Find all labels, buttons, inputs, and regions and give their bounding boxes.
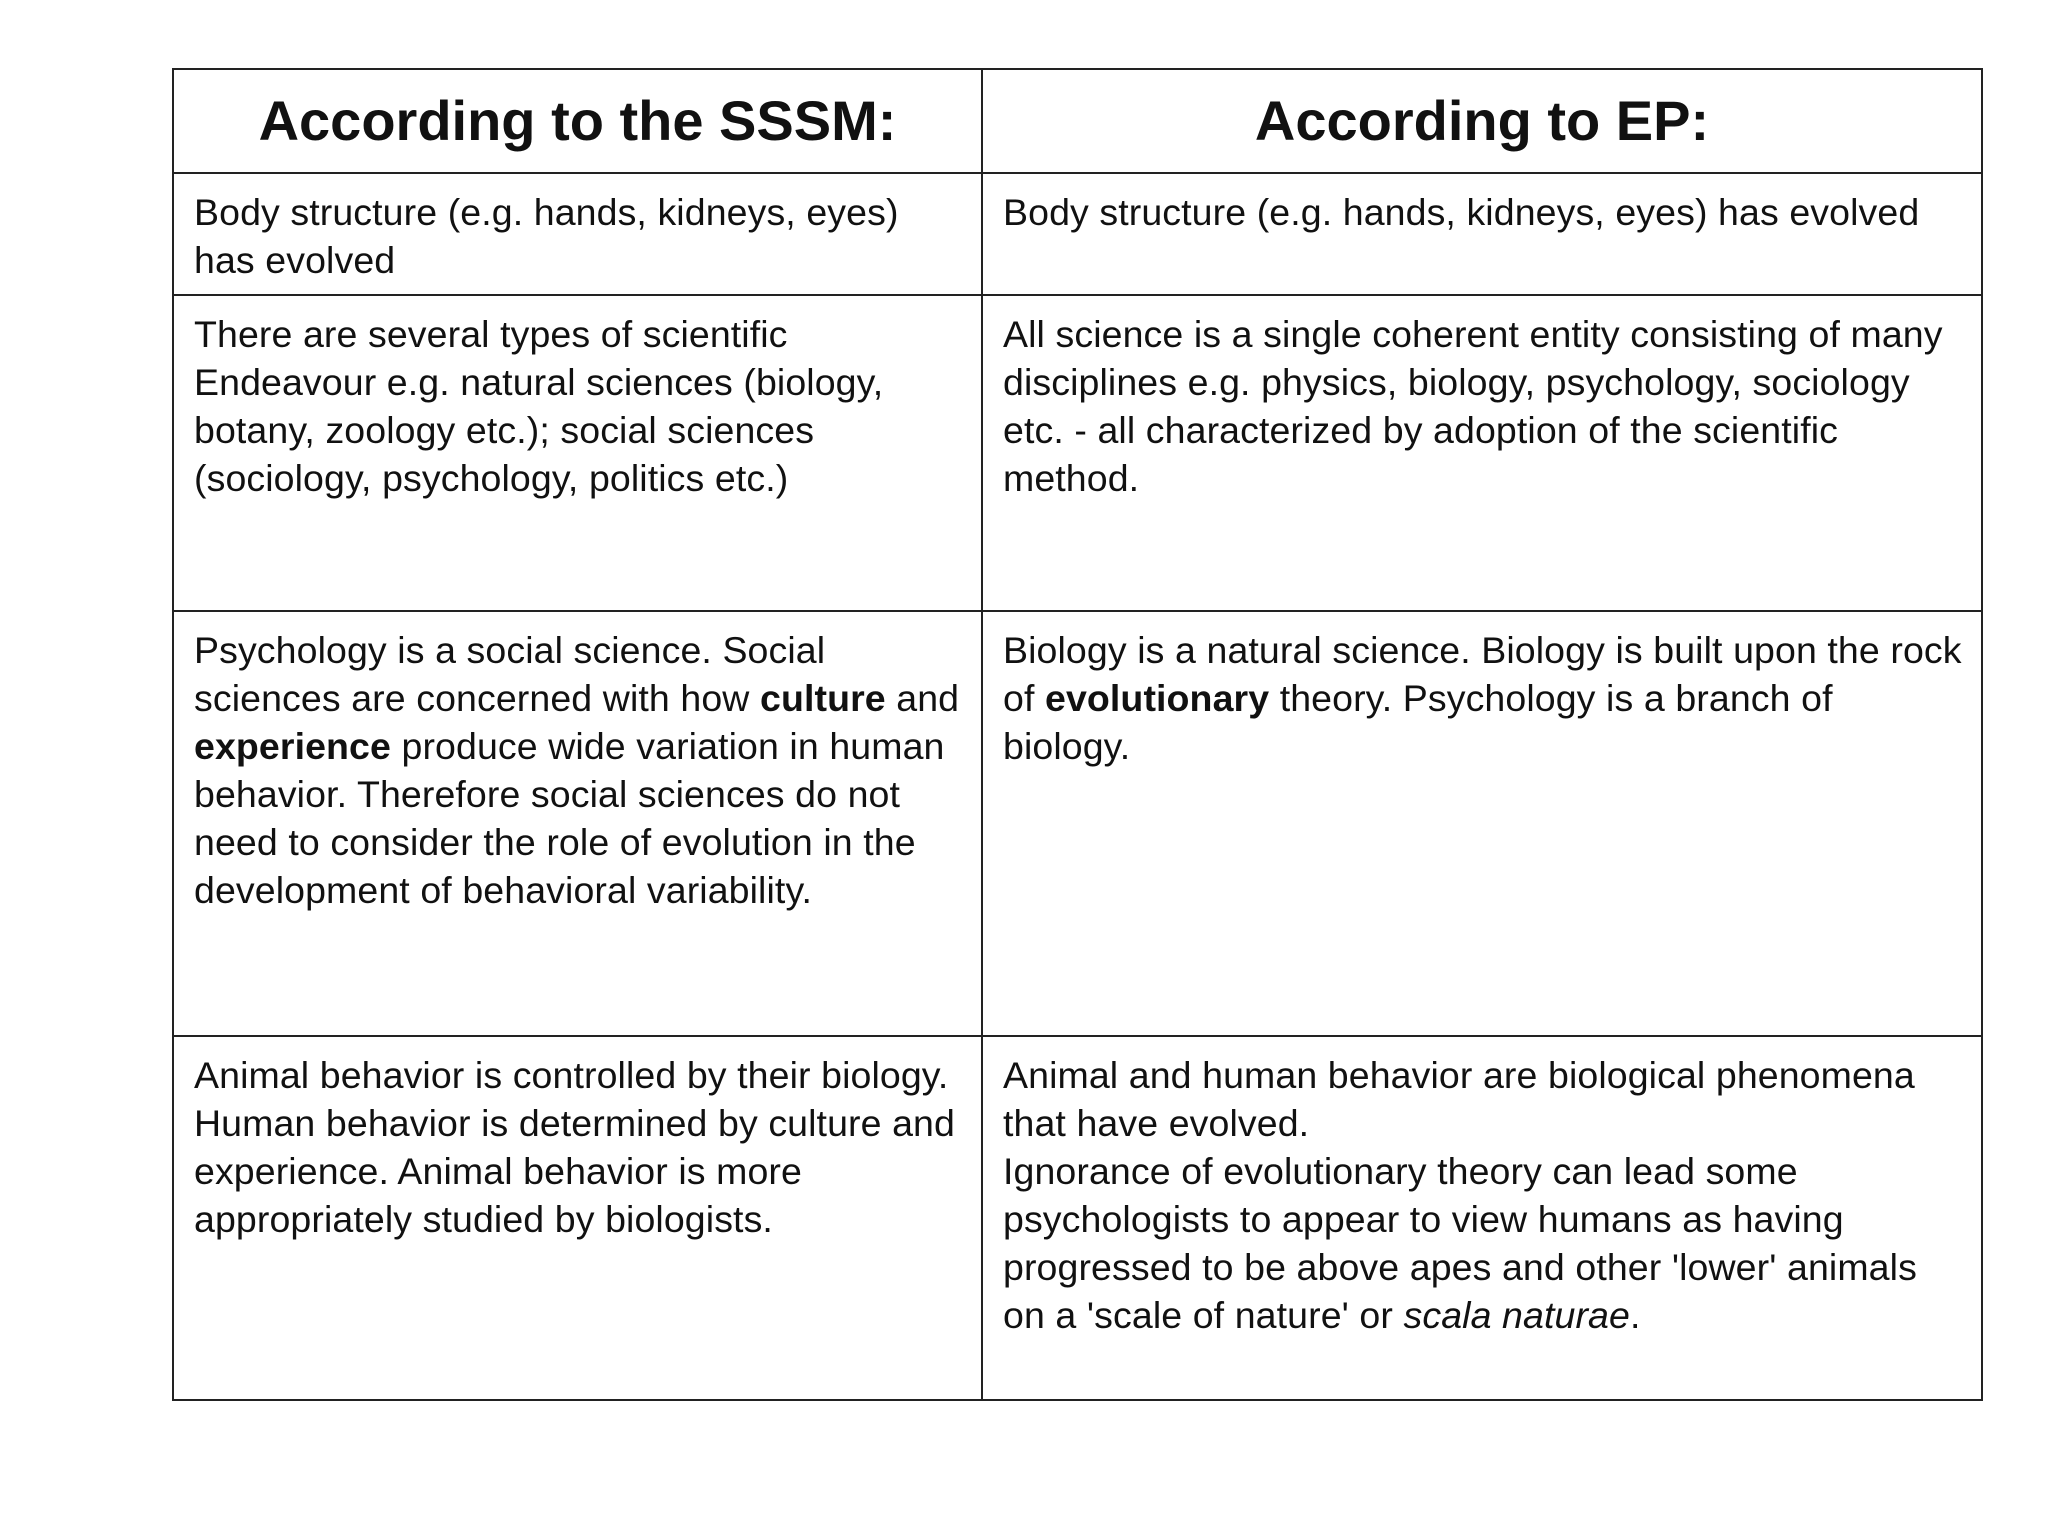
cell-sssm-animal-behavior: Animal behavior is controlled by their biology. Human behavior is determined by culture and experience. Animal behavior is more appropriately studied by biologists. bbox=[173, 1036, 982, 1400]
cell-ep-science-unity: All science is a single coherent entity consisting of many disciplines e.g. physics, biology, psychology, sociology etc. - all characterized by adoption of the scientific method. bbox=[982, 295, 1982, 611]
cell-text: theory. Psychology is a branch of biology. bbox=[1003, 677, 1833, 767]
table-row bbox=[173, 1036, 1982, 1400]
table-header-row bbox=[173, 69, 1982, 173]
cell-sssm-science-types: There are several types of scientific Endeavour e.g. natural sciences (biology, botany, zoology etc.); social sciences (sociology, psychology, politics etc.) bbox=[173, 295, 982, 611]
cell-text: Psychology is a social science. Social sciences are concerned with how bbox=[194, 629, 826, 719]
table-row bbox=[173, 173, 1982, 295]
table-row bbox=[173, 611, 1982, 1036]
emphasis-culture: culture bbox=[760, 677, 886, 719]
header-ep: According to EP: bbox=[982, 69, 1982, 173]
cell-sssm-body-structure: Body structure (e.g. hands, kidneys, eyes) has evolved bbox=[173, 173, 982, 295]
cell-text: Biology is a natural science. Biology is built upon the rock of bbox=[1003, 629, 1962, 719]
cell-ep-biology bbox=[982, 611, 1982, 1036]
emphasis-evolutionary: evolutionary bbox=[1045, 677, 1270, 719]
paragraph-evolved-phenomena: Animal and human behavior are biological phenomena that have evolved. bbox=[1003, 1054, 1915, 1144]
cell-text: produce wide variation in human behavior. Therefore social sciences do not need to consider the role of evolution in the development of behavioral variability. bbox=[194, 725, 945, 911]
cell-text: and bbox=[885, 677, 960, 719]
emphasis-scala-naturae: scala naturae bbox=[1403, 1294, 1630, 1336]
cell-text: Ignorance of evolutionary theory can lead some psychologists to appear to view humans as having progressed to be above apes and other 'lower' animals on a 'scale of nature' or bbox=[1003, 1150, 1917, 1336]
comparison-table bbox=[172, 68, 1983, 1401]
emphasis-experience: experience bbox=[194, 725, 391, 767]
paragraph-scala-naturae bbox=[1003, 1147, 1963, 1339]
table-row bbox=[173, 295, 1982, 611]
cell-text: . bbox=[1629, 1294, 1641, 1336]
cell-ep-animal-human-behavior bbox=[982, 1036, 1982, 1400]
cell-sssm-psychology bbox=[173, 611, 982, 1036]
header-sssm: According to the SSSM: bbox=[173, 69, 982, 173]
cell-ep-body-structure: Body structure (e.g. hands, kidneys, eyes) has evolved bbox=[982, 173, 1982, 295]
